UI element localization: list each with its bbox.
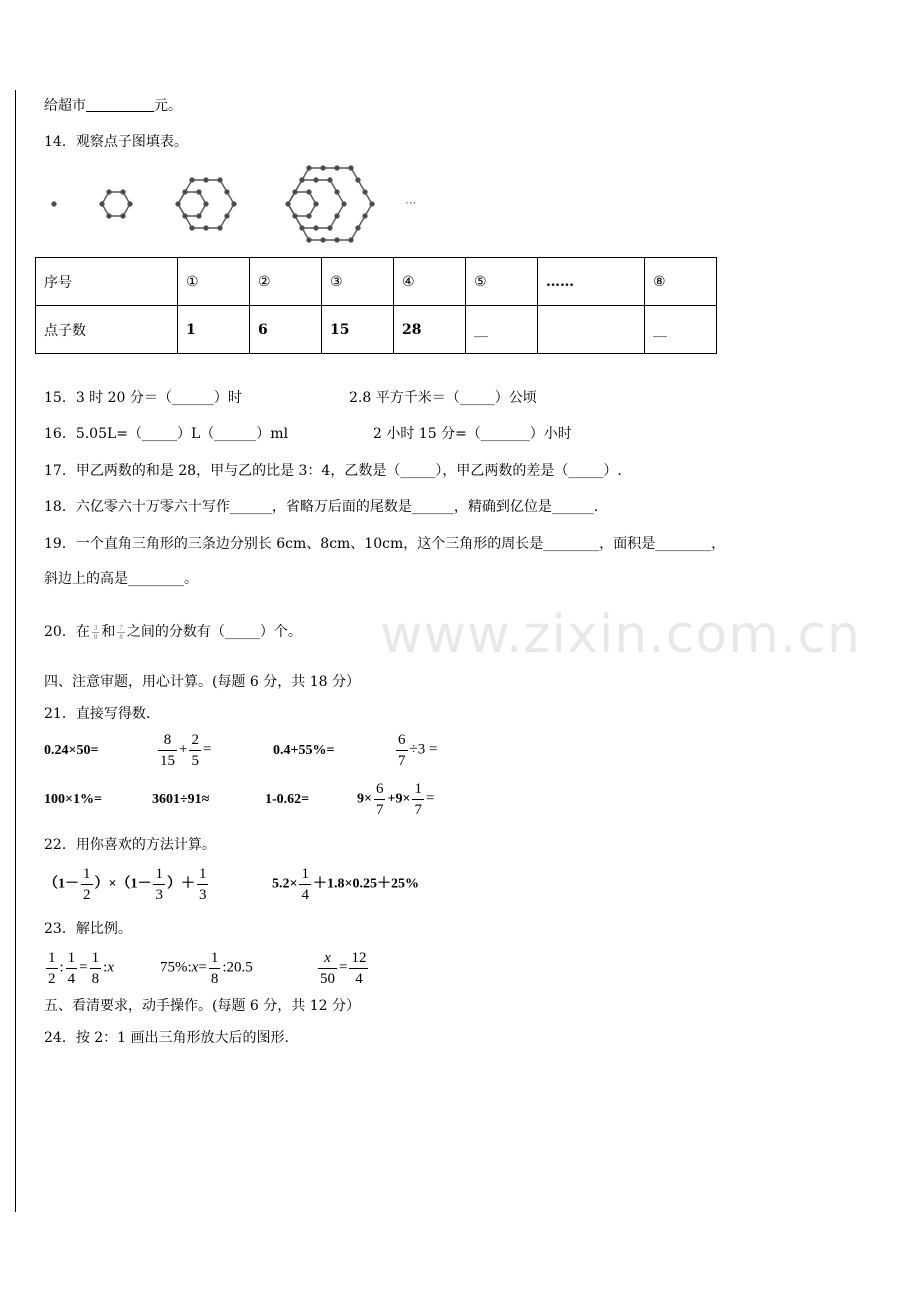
q19-line-1: 19．一个直角三角形的三条边分别长 6cm、8cm、10cm，这个三角形的周长是________，面积是________，: [44, 536, 726, 552]
fraction: $\frac{1}{3}$: [155, 866, 163, 903]
q21-calc-8: 9× $\frac{6}{7}$ +9× $\frac{1}{7}$ =: [357, 781, 435, 818]
fraction: $\frac{8}{15}$: [160, 732, 175, 769]
dot-figure-ellipsis: ···: [405, 196, 417, 210]
q18: 18．六亿零六十万零六十写作______，省略万后面的尾数是______，精确到亿位是______.: [44, 499, 599, 515]
dot-figure-1: [52, 202, 56, 206]
watermark-text: www.zixin.com.cn: [380, 605, 861, 665]
fraction: $\frac{1}{4}$: [67, 950, 76, 987]
table-cell: 15: [322, 306, 394, 354]
fraction: $\frac{1}{2}$: [83, 866, 91, 903]
table-cell: 序号: [36, 258, 178, 306]
q16-part-b: 2 小时 15 分=（_______）小时: [373, 426, 572, 442]
fraction: $\frac{1}{7}$: [414, 781, 422, 818]
fraction: $\frac{1}{8}$: [91, 950, 100, 987]
q20-text: 之间的分数有（_____）个。: [126, 624, 302, 640]
table-cell: ……: [538, 258, 645, 306]
q21-calc-5: 100×1%=: [44, 792, 102, 807]
table-cell: 28: [394, 306, 466, 354]
q21-calc-3: 0.4+55%=: [273, 743, 335, 758]
fraction: $\frac{1}{4}$: [301, 866, 309, 903]
q15: [44, 388, 242, 408]
q15-part-a: 15．3 时 20 分＝（______）时: [44, 390, 242, 406]
table-cell: ⑤: [466, 258, 538, 306]
table-cell: ④: [394, 258, 466, 306]
fraction: $\frac{6}{7}$: [398, 732, 406, 769]
table-row: [36, 258, 717, 306]
q22-expression-1: （1－ $\frac{1}{2}$ ）×（1－ $\frac{1}{3}$ ）＋ $\frac{1}{3}$: [44, 866, 207, 903]
binding-margin-line: [15, 90, 16, 1212]
q20: [44, 622, 302, 642]
table-cell: 点子数: [36, 306, 178, 354]
section-5-heading: 五、看清要求，动手操作。(每题 6 分，共 12 分）: [44, 998, 360, 1014]
q22-expression-2: 5.2× $\frac{1}{4}$ ＋1.8×0.25＋25%: [272, 866, 419, 903]
q21-calc-6: 3601÷91≈: [152, 792, 210, 807]
q21-title: 21．直接写得数.: [44, 706, 151, 722]
fraction: $\frac{x}{50}$: [320, 950, 335, 987]
q13-tail: [44, 96, 182, 116]
fraction: $\frac{1}{8}$: [210, 950, 219, 987]
q17: 17．甲乙两数的和是 28，甲与乙的比是 3：4，乙数是（_____），甲乙两数的差是（_____）.: [44, 463, 622, 479]
q21-calc-2: $\frac{8}{15}$ + $\frac{2}{5}$ =: [160, 732, 212, 769]
section-4-heading: 四、注意审题，用心计算。(每题 6 分，共 18 分）: [44, 674, 360, 690]
table-cell: [538, 306, 645, 354]
q23-proportion-2: 75%:x= $\frac{1}{8}$ :20.5: [160, 950, 253, 987]
q23-proportion-3: $\frac{x}{50}$ = $\frac{12}{4}$: [320, 950, 367, 987]
fraction: $\frac{1}{2}$: [48, 950, 56, 987]
fraction: $\frac{1}{3}$: [198, 866, 207, 903]
fraction: $\frac{12}{4}$: [351, 950, 367, 987]
q21-calc-4: $\frac{6}{7}$ ÷3 =: [398, 732, 438, 769]
q13-text-after: 元。: [154, 98, 182, 114]
table-cell: 6: [250, 306, 322, 354]
q24: 24．按 2：1 画出三角形放大后的图形.: [44, 1030, 289, 1046]
q13-text-before: 给超市: [44, 98, 86, 114]
table-cell: 1: [178, 306, 250, 354]
q21-calc-7: 1-0.62=: [265, 792, 310, 807]
q20-text: 20．在: [44, 624, 90, 640]
dot-count-table: [35, 257, 717, 354]
q16-part-a: 16．5.05L=（_____）L（______）ml: [44, 426, 289, 442]
table-row: [36, 306, 717, 354]
q20-text: 和: [101, 624, 116, 640]
q20-fraction-2: $\frac{7}{8}$: [119, 623, 123, 641]
table-cell: ③: [322, 258, 394, 306]
dot-figure-3: [176, 178, 236, 230]
q15-part-b: 2.8 平方千米＝（_____）公顷: [349, 390, 537, 406]
table-cell: ⑧: [645, 258, 717, 306]
q23-proportion-1: $\frac{1}{2}$ : $\frac{1}{4}$ = $\frac{1}{8}$ :x: [48, 950, 114, 987]
table-cell: ②: [250, 258, 322, 306]
q14-title: 14．观察点子图填表。: [44, 134, 188, 150]
q22-title: 22．用你喜欢的方法计算。: [44, 837, 216, 853]
table-cell: ①: [178, 258, 250, 306]
dot-pattern-figure: [45, 160, 465, 250]
q13-blank[interactable]: [86, 97, 154, 112]
q23-title: 23．解比例。: [44, 921, 132, 937]
q19-line-2: 斜边上的高是________。: [44, 571, 198, 587]
q21-calc-1: 0.24×50=: [44, 743, 99, 758]
table-answer-cell[interactable]: __: [645, 306, 717, 354]
table-answer-cell[interactable]: __: [466, 306, 538, 354]
fraction: $\frac{2}{5}$: [191, 732, 199, 769]
fraction: $\frac{6}{7}$: [375, 781, 384, 818]
q20-fraction-1: $\frac{3}{8}$: [93, 623, 98, 641]
dot-figure-2: [100, 190, 132, 218]
dot-figure-4: [286, 166, 374, 242]
